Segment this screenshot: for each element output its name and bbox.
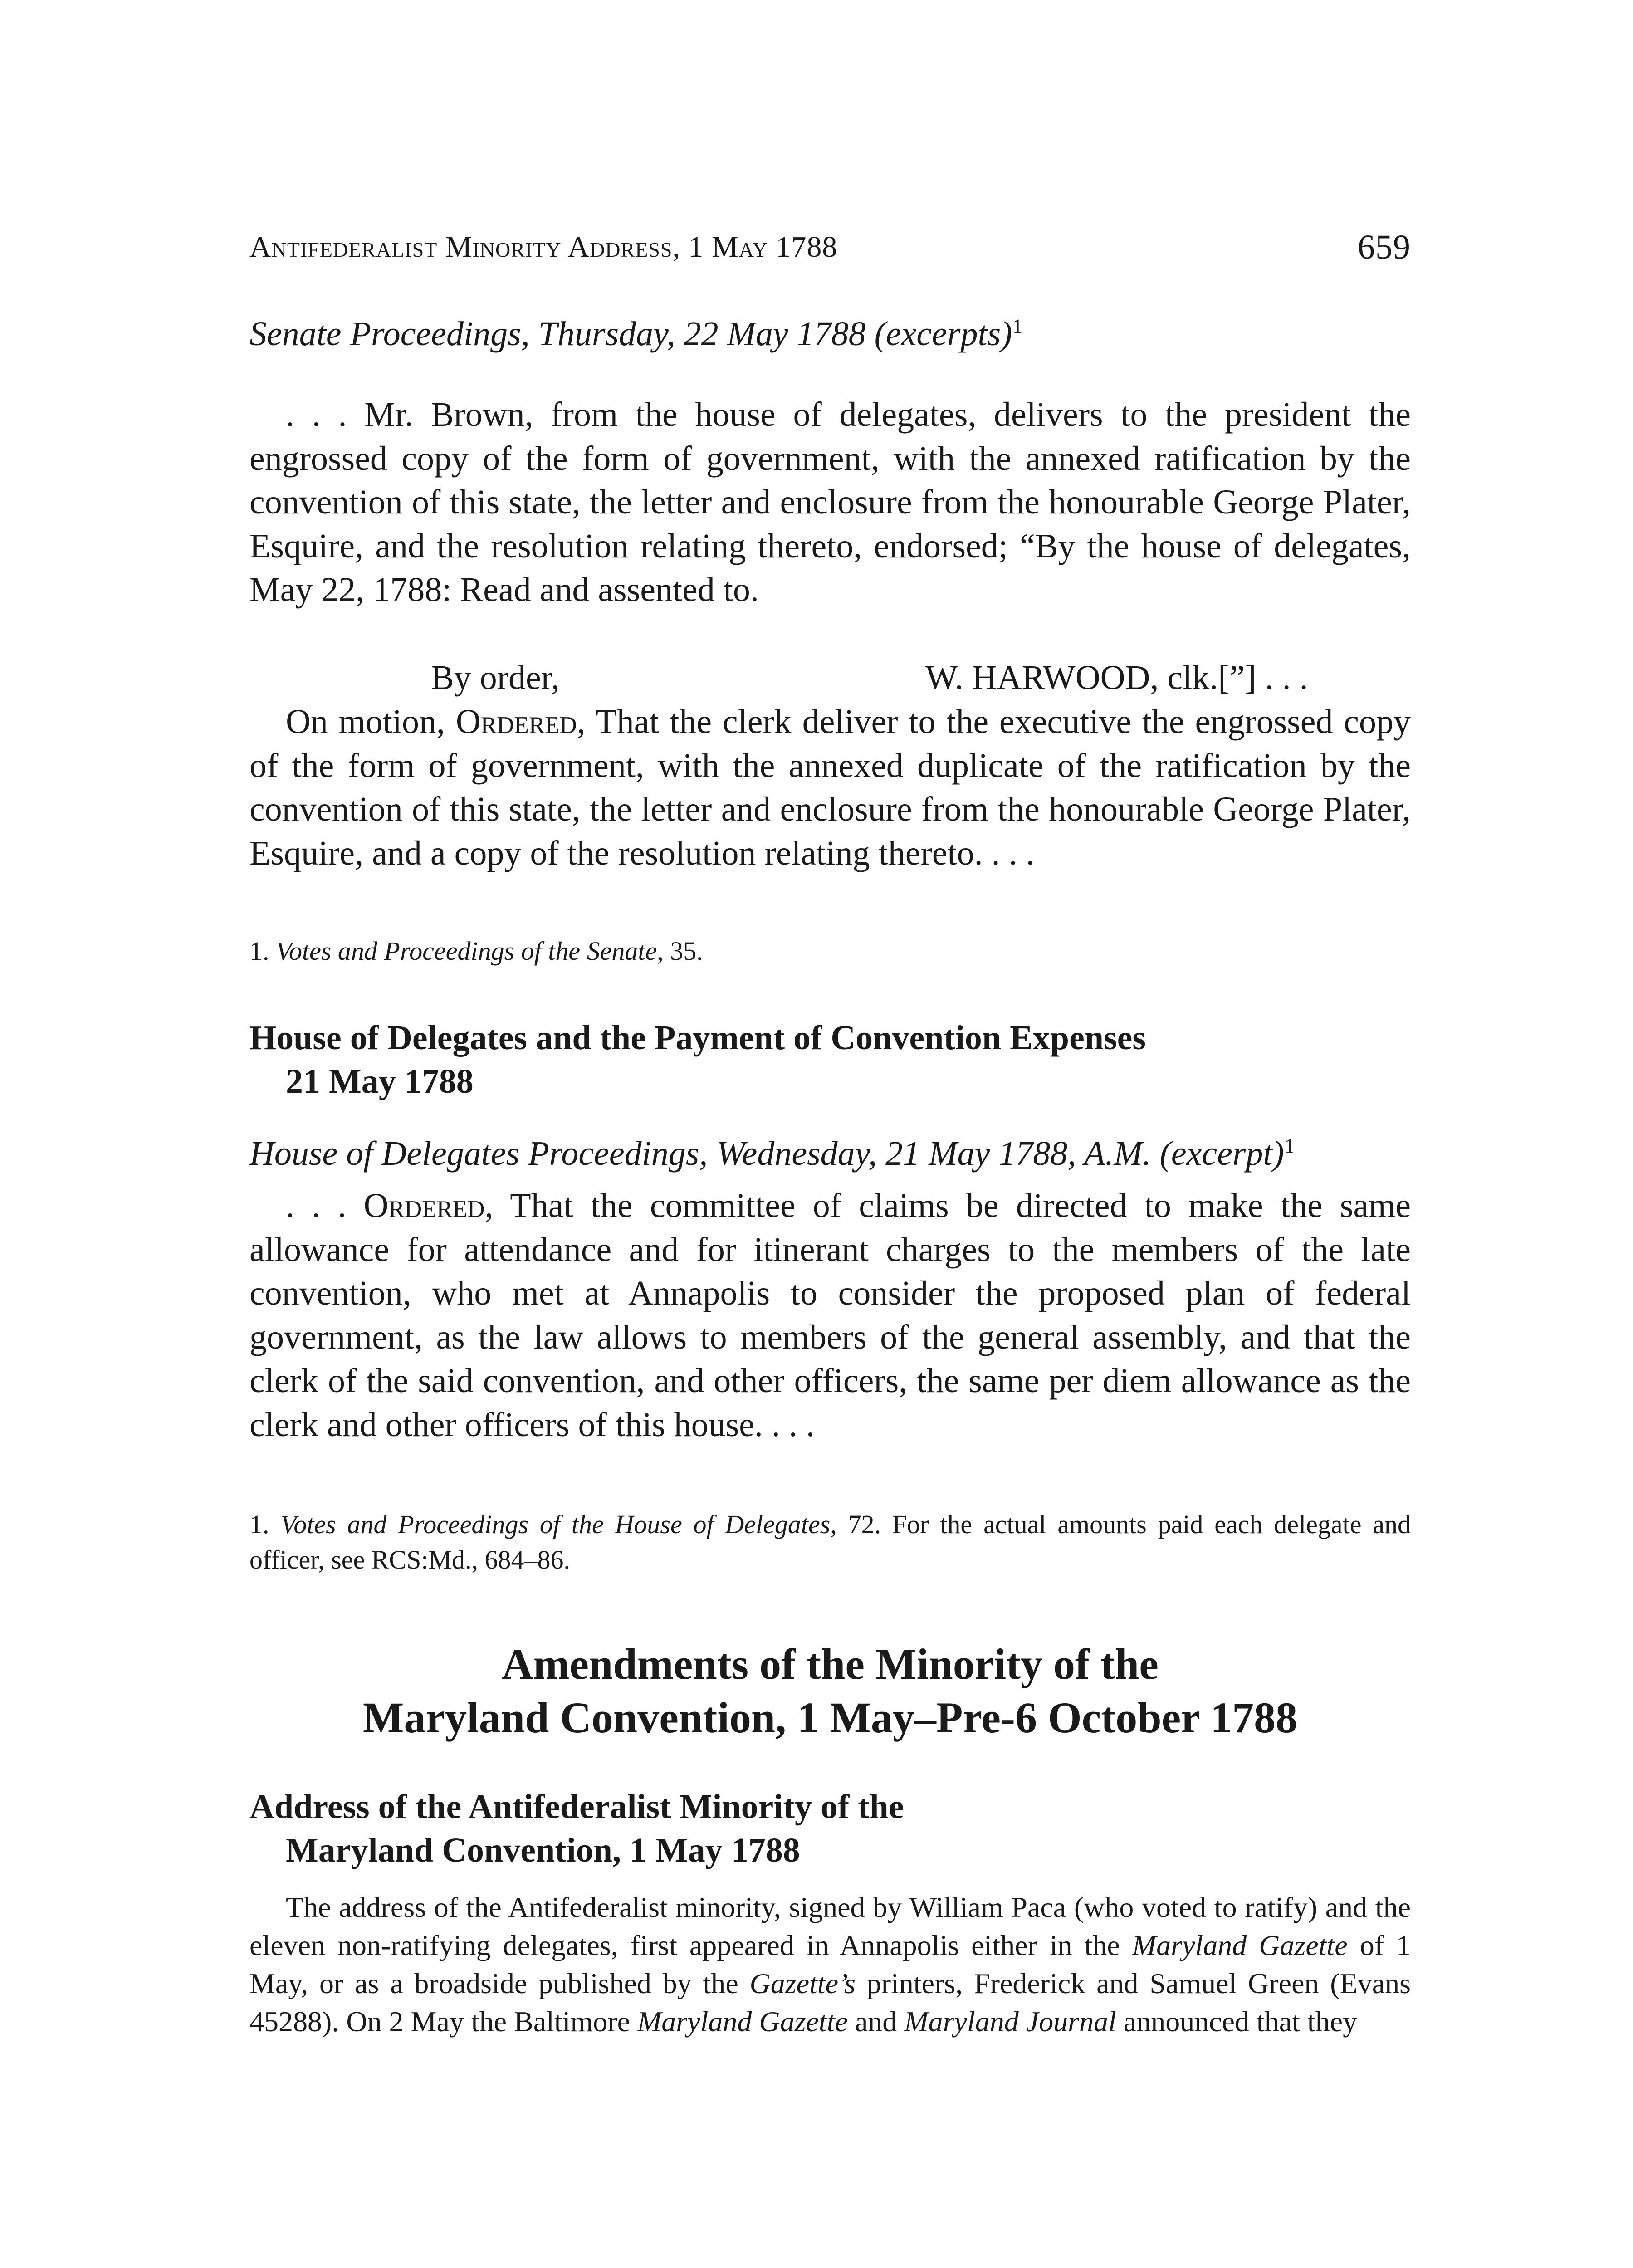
intro-italic-gazettes: Gazette’s — [749, 1967, 856, 1999]
page-number: 659 — [1358, 228, 1411, 266]
address-intro-paragraph — [249, 1888, 1411, 2041]
running-head-title: Antifederalist Minority Address, 1 May 1788 — [249, 230, 838, 264]
house-ordered: Ordered — [363, 1187, 485, 1225]
senate-paragraph: . . . Mr. Brown, from the house of delegates, delivers to the president the engrossed copy of the form of government, with the annexed ratification by the convention of this state, the letter and enclosure from the honourable George Plater, Esquire, and the resolution relating thereto, endorsed; “By the house of delegates, May 22, 1788: Read and assented to. — [249, 396, 1411, 609]
intro-text-3: printers, Frederick and Samuel Green (Evans 45288). On 2 May the Baltimore — [249, 1967, 1411, 2038]
house-ordered-prefix: . . . — [286, 1187, 364, 1225]
by-order-line — [249, 656, 1411, 699]
intro-text-5: announced that they — [1116, 2005, 1358, 2038]
address-section-line2: Maryland Convention, 1 May 1788 — [286, 1831, 800, 1869]
clerk-signature: W. HARWOOD, clk.[”] . . . — [925, 659, 1308, 697]
house-footnote — [249, 1507, 1411, 1578]
motion-prefix: On motion, — [286, 703, 456, 741]
motion-text: , That the clerk deliver to the executive the engrossed copy of the form of government, with the annexed duplicate of the ratification by the convention of this state, the letter and enclosure from the honourable George Plater, Esquire, and a copy of the resolution relating thereto. . . . — [249, 703, 1411, 872]
house-section-heading — [249, 1016, 1411, 1103]
address-section-heading — [249, 1785, 1411, 1872]
chapter-title — [249, 1637, 1411, 1745]
house-footnote-number: 1. — [249, 1510, 281, 1539]
senate-proceedings-heading — [249, 312, 1411, 356]
intro-text-2: of 1 May, or as a broadside published by the — [249, 1929, 1411, 1999]
by-order-label: By order, — [431, 659, 560, 697]
address-section-line1: Address of the Antifederalist Minority of the — [249, 1788, 904, 1826]
senate-footnote-source: Votes and Proceedings of the Senate — [276, 936, 657, 966]
senate-footnote-page: , 35. — [657, 936, 703, 966]
house-ordered-text: , That the committee of claims be directed to make the same allowance for attendance and for itinerant charges to the members of the late convention, who met at Annapolis to consider the proposed plan of federal government, as the law allows to members of the general assembly, and that the clerk of the said convention, and other officers, the same per diem allowance as the clerk and other officers of this house. . . . — [249, 1187, 1411, 1444]
house-footnote-source: Votes and Proceedings of the House of Delegates — [280, 1510, 831, 1539]
senate-footnote — [249, 934, 1411, 969]
intro-italic-maryland-gazette-2: Maryland Gazette — [637, 2005, 848, 2038]
senate-footnote-number: 1. — [249, 936, 276, 966]
senate-heading-text: Senate Proceedings, Thursday, 22 May 1788 (excerpts) — [249, 315, 1012, 353]
house-proceedings-heading — [249, 1132, 1411, 1175]
intro-text-1: The address of the Antifederalist minority, signed by William Paca (who voted to ratify) and the eleven non-ratifying delegates, first appeared in Annapolis either in the — [249, 1891, 1411, 1961]
chapter-title-line2: Maryland Convention, 1 May–Pre-6 October 1788 — [362, 1693, 1298, 1742]
motion-paragraph — [249, 700, 1411, 875]
house-ordered-paragraph — [249, 1184, 1411, 1447]
chapter-title-line1: Amendments of the Minority of the — [502, 1640, 1159, 1688]
running-head — [249, 229, 1411, 265]
intro-italic-maryland-gazette: Maryland Gazette — [1132, 1929, 1348, 1961]
intro-text-4: and — [847, 2005, 905, 2038]
intro-italic-maryland-journal: Maryland Journal — [904, 2005, 1116, 2038]
house-section-line1: House of Delegates and the Payment of Convention Expenses — [249, 1019, 1146, 1057]
motion-ordered: Ordered — [455, 703, 577, 741]
senate-note-marker: 1 — [1012, 314, 1023, 338]
house-section-line2: 21 May 1788 — [286, 1062, 474, 1100]
house-heading-text: House of Delegates Proceedings, Wednesday, 21 May 1788, A.M. (excerpt) — [249, 1134, 1284, 1173]
house-note-marker: 1 — [1284, 1134, 1295, 1158]
house-footnote-rest: , 72. For the actual amounts paid each delegate and officer, see RCS:Md., 684–86. — [249, 1510, 1411, 1574]
